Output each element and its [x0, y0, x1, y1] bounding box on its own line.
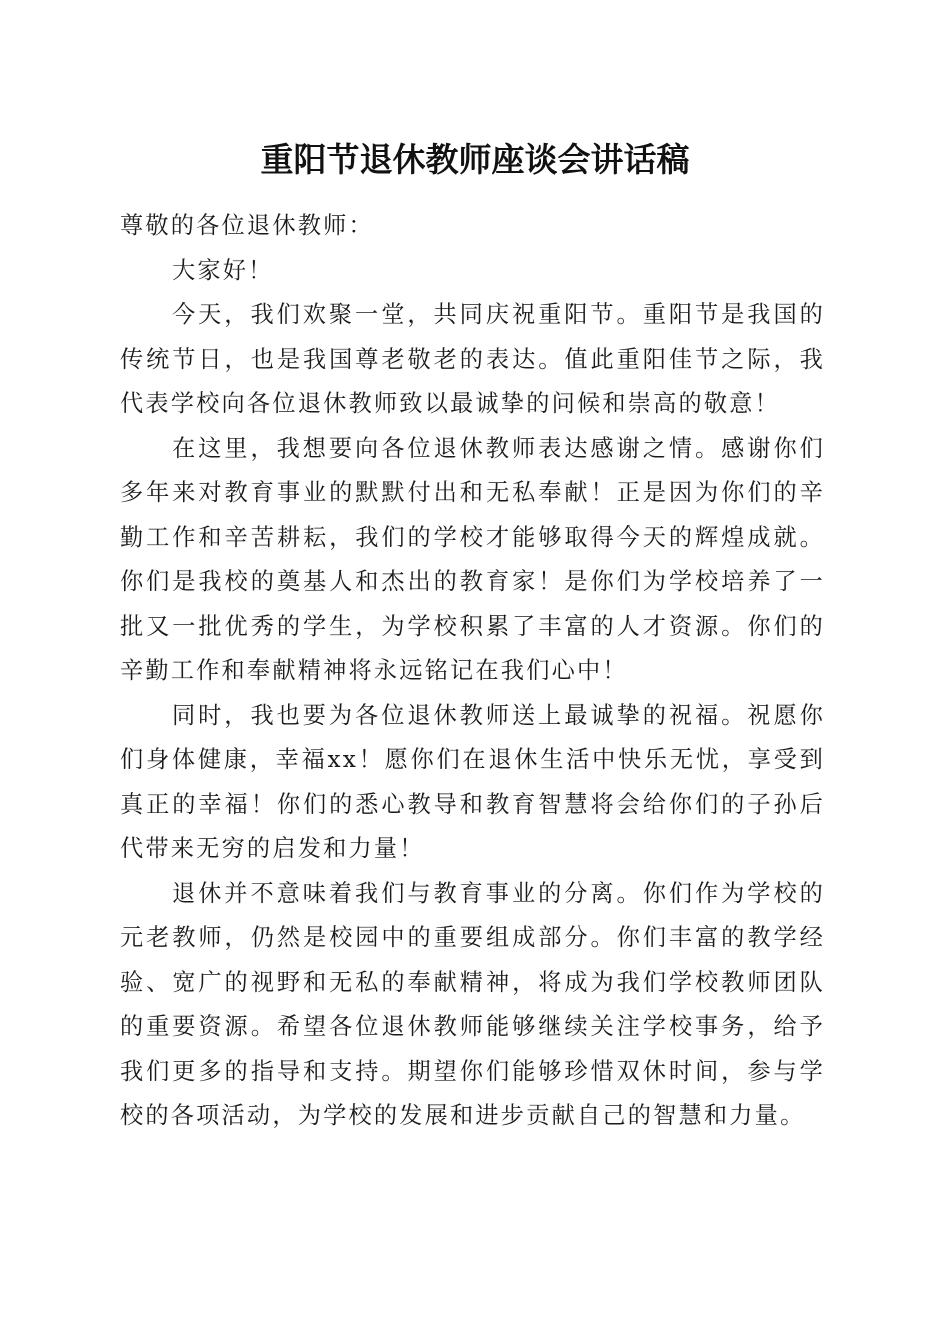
document-title: 重阳节退休教师座谈会讲话稿	[260, 140, 690, 179]
paragraph-1: 今天，我们欢聚一堂，共同庆祝重阳节。重阳节是我国的传统节日，也是我国尊老敬老的表达。值此重阳佳节之际，我代表学校向各位退休教师致以最诚挚的问候和崇高的敬意！	[120, 301, 825, 417]
greeting: 大家好！	[172, 256, 274, 284]
paragraph-4: 退休并不意味着我们与教育事业的分离。你们作为学校的元老教师，仍然是校园中的重要组成部分。你们丰富的教学经验、宽广的视野和无私的奉献精神，将成为我们学校教师团队的重要资源。希望各位退休教师能够继续关注学校事务，给予我们更多的指导和支持。期望你们能够珍惜双休时间，参与学校的各项活动，为学校的发展和进步贡献自己的智慧和力量。	[120, 879, 825, 1129]
document-body	[120, 204, 825, 1139]
paragraph-3: 同时，我也要为各位退休教师送上最诚挚的祝福。祝愿你们身体健康，幸福xx！愿你们在退休生活中快乐无忧，享受到真正的幸福！你们的悉心教导和教育智慧将会给你们的子孙后代带来无穷的启发和力量！	[120, 701, 825, 862]
salutation: 尊敬的各位退休教师：	[120, 212, 374, 239]
paragraph-2: 在这里，我想要向各位退休教师表达感谢之情。感谢你们多年来对教育事业的默默付出和无私奉献！正是因为你们的辛勤工作和辛苦耕耘，我们的学校才能够取得今天的辉煌成就。你们是我校的奠基人和杰出的教育家！是你们为学校培养了一批又一批优秀的学生，为学校积累了丰富的人才资源。你们的辛勤工作和奉献精神将永远铭记在我们心中！	[120, 434, 825, 684]
